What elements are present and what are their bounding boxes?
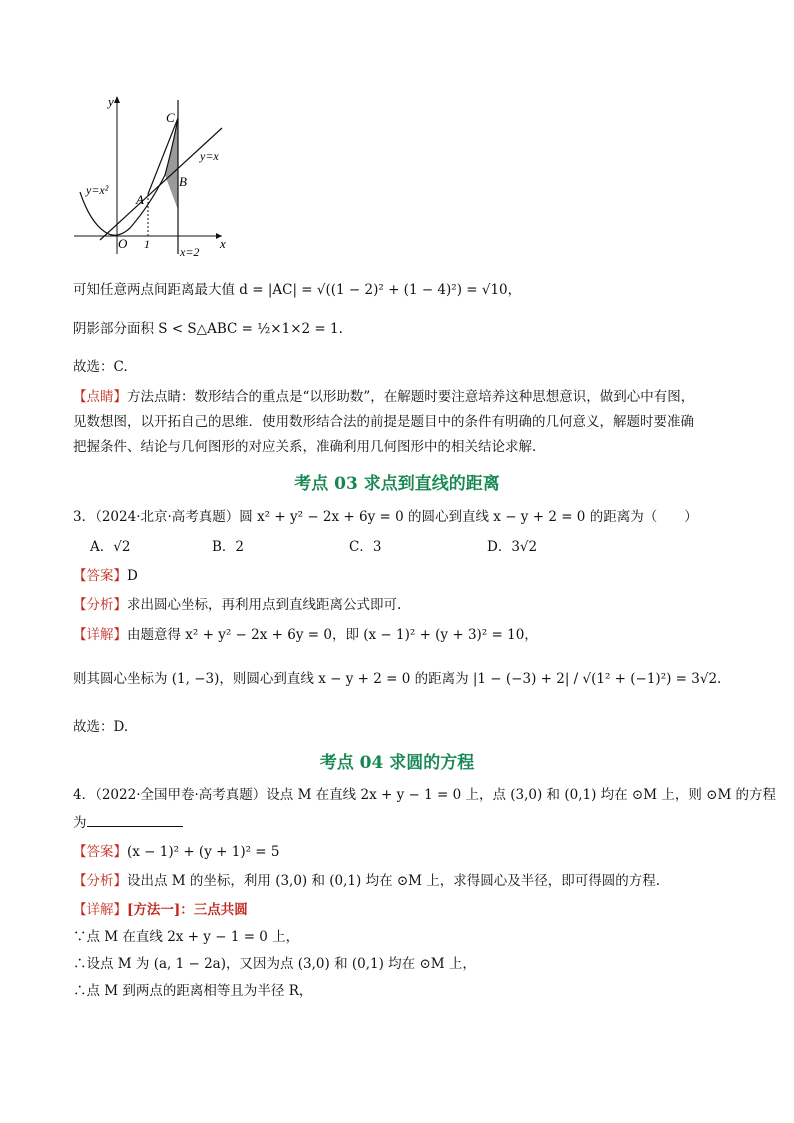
q4-answer-tag: 【答案】	[73, 844, 127, 860]
q4-analysis-tag: 【分析】	[73, 873, 127, 889]
q3-answer	[73, 567, 138, 585]
comment-tag: 【点睛】	[73, 389, 127, 405]
q3-option-b: B．2	[212, 539, 245, 555]
shaded-area-line: 阴影部分面积 S < S△ABC = ½×1×2 = 1.	[73, 321, 343, 337]
q3-answer-tag: 【答案】	[73, 568, 127, 584]
q3-stem: 3．（2024·北京·高考真题）圆 x² + y² − 2x + 6y = 0 的圆心到直线 x − y + 2 = 0 的距离为（ ）	[73, 509, 698, 525]
comment-line-1: 方法点睛：数形结合的重点是“以形助数”，在解题时要注意培养这种思想意识，做到心中有图，	[127, 389, 695, 405]
q3-detail-tag: 【详解】	[73, 627, 127, 643]
q3-option-d: D．3√2	[487, 539, 538, 555]
q3-choose-d: 故选：D.	[73, 719, 129, 735]
q3-analysis-tag: 【分析】	[73, 597, 127, 613]
q4-detail	[73, 901, 248, 919]
label-c: C	[166, 110, 175, 125]
q3-analysis	[73, 596, 401, 614]
max-distance-line: 可知任意两点间距离最大值 d = |AC| = √((1 − 2)² + (1 − 4)²) = √10，	[73, 282, 522, 298]
line-y-equals-x	[100, 128, 222, 240]
q3-detail-line-1: 由题意得 x² + y² − 2x + 6y = 0，即 (x − 1)² + (y + 3)² = 10，	[127, 627, 538, 643]
q4-answer	[73, 843, 279, 861]
q3-detail	[73, 626, 538, 644]
q3-option-a: A．√2	[90, 539, 131, 555]
comment-line-2: 见数想图，以开拓自己的思维．使用数形结合法的前提是题目中的条件有明确的几何意义，解题时要准确	[73, 414, 694, 430]
q4-stem-line-2	[73, 812, 183, 832]
q4-step-2: ∴设点 M 为 (a, 1 − 2a)，又因为点 (3,0) 和 (0,1) 均在 ⊙M 上，	[73, 956, 476, 972]
q4-stem-prefix: 为	[73, 815, 87, 831]
label-b: B	[179, 174, 187, 189]
q3-answer-value: D	[127, 568, 138, 584]
y-axis-arrow	[114, 96, 120, 103]
label-parabola: y=x²	[86, 183, 109, 197]
comment-line-3: 把握条件、结论与几何图形的对应关系，准确利用几何图形中的相关结论求解．	[73, 439, 546, 455]
section-title-03: 考点 03 求点到直线的距离	[294, 474, 500, 494]
comment-paragraph	[73, 388, 694, 406]
q4-detail-tag: 【详解】	[73, 902, 127, 918]
q4-answer-value: (x − 1)² + (y + 1)² = 5	[127, 844, 280, 860]
q4-analysis	[73, 872, 660, 890]
label-a: A	[136, 192, 144, 207]
section-title-04: 考点 04 求圆的方程	[319, 753, 475, 773]
q3-detail-line-2: 则其圆心坐标为 (1, −3)，则圆心到直线 x − y + 2 = 0 的距离为 |1 − (−3) + 2| / √(1² + (−1)²) = 3√2.	[73, 671, 722, 687]
q4-analysis-text: 设出点 M 的坐标，利用 (3,0) 和 (0,1) 均在 ⊙M 上，求得圆心及半径，即可得圆的方程.	[127, 873, 661, 889]
label-x: x	[220, 236, 226, 251]
label-x-equals-2: x=2	[180, 245, 200, 259]
q4-stem-line-1: 4．（2022·全国甲卷·高考真题）设点 M 在直线 2x + y − 1 = 0 上，点 (3,0) 和 (0,1) 均在 ⊙M 上，则 ⊙M 的方程	[73, 787, 777, 803]
function-graph-figure	[70, 90, 240, 260]
parabola-curve	[80, 118, 178, 235]
q3-analysis-text: 求出圆心坐标，再利用点到直线距离公式即可.	[127, 597, 402, 613]
choose-c-line: 故选：C.	[73, 359, 128, 375]
q4-method-label: [方法一]：三点共圆	[127, 902, 248, 918]
q3-option-c: C．3	[349, 539, 382, 555]
label-o: O	[118, 236, 128, 251]
q4-step-1: ∵点 M 在直线 2x + y − 1 = 0 上，	[73, 929, 300, 945]
label-line-y-x: y=x	[200, 149, 219, 163]
label-y: y	[108, 94, 114, 109]
q4-step-3: ∴点 M 到两点的距离相等且为半径 R，	[73, 983, 313, 999]
answer-blank	[87, 812, 183, 827]
label-one: 1	[144, 237, 150, 251]
